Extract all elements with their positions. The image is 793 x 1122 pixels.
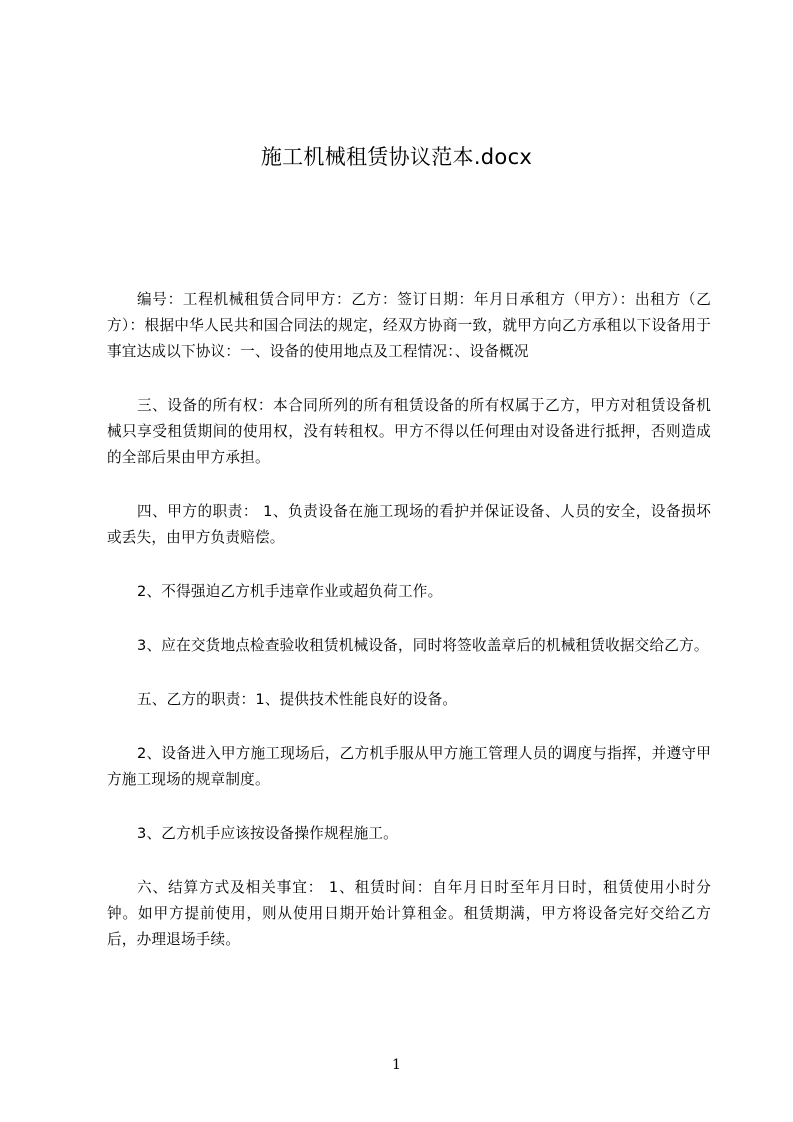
paragraph-settlement: 六、结算方式及相关事宜： 1、租赁时间：自年月日时至年月日时，租赁使用小时分钟。如甲方提前使用，则从使用日期开始计算租金。租赁期满，甲方将设备完好交给乙方后，办理退场手续。 [107, 879, 711, 948]
paragraph-party-a-duty-3: 3、应在交货地点检查验收租赁机械设备，同时将签收盖章后的机械租赁收据交给乙方。 [137, 637, 709, 654]
paragraph-gap [107, 713, 711, 741]
paragraph-intro: 编号：工程机械租赁合同甲方：乙方：签订日期：年月日承租方（甲方）：出租方（乙方）：根据中华人民共和国合同法的规定，经双方协商一致，就甲方向乙方承租以下设备用于事宜达成以下协议：一、设备的使用地点及工程情况：、设备概况 [107, 291, 711, 360]
document-body [107, 287, 711, 953]
document-title: 施工机械租赁协议范本.docx [260, 145, 533, 169]
paragraph-party-b-duty-3: 3、乙方机手应该按设备操作规程施工。 [137, 825, 398, 842]
paragraph-party-a-duty-2: 2、不得强迫乙方机手违章作业或超负荷工作。 [137, 583, 443, 600]
paragraph-gap [107, 847, 711, 875]
paragraph-party-b-duty-2: 2、设备进入甲方施工现场后，乙方机手服从甲方施工管理人员的调度与指挥，并遵守甲方施工现场的规章制度。 [107, 745, 711, 788]
paragraph-party-b-duty-1: 五、乙方的职责：1、提供技术性能良好的设备。 [137, 691, 458, 708]
page-number: 1 [392, 1057, 401, 1073]
paragraph-gap [107, 471, 711, 499]
paragraph-gap [107, 605, 711, 633]
paragraph-ownership: 三、设备的所有权：本合同所列的所有租赁设备的所有权属于乙方，甲方对租赁设备机械只享受租赁期间的使用权，没有转租权。甲方不得以任何理由对设备进行抵押，否则造成的全部后果由甲方承担。 [107, 397, 711, 466]
paragraph-gap [107, 551, 711, 579]
paragraph-party-a-duty-1: 四、甲方的职责： 1、负责设备在施工现场的看护并保证设备、人员的安全，设备损坏或丢失，由甲方负责赔偿。 [107, 503, 711, 546]
paragraph-gap [107, 793, 711, 821]
paragraph-gap [107, 659, 711, 687]
paragraph-gap [107, 365, 711, 393]
